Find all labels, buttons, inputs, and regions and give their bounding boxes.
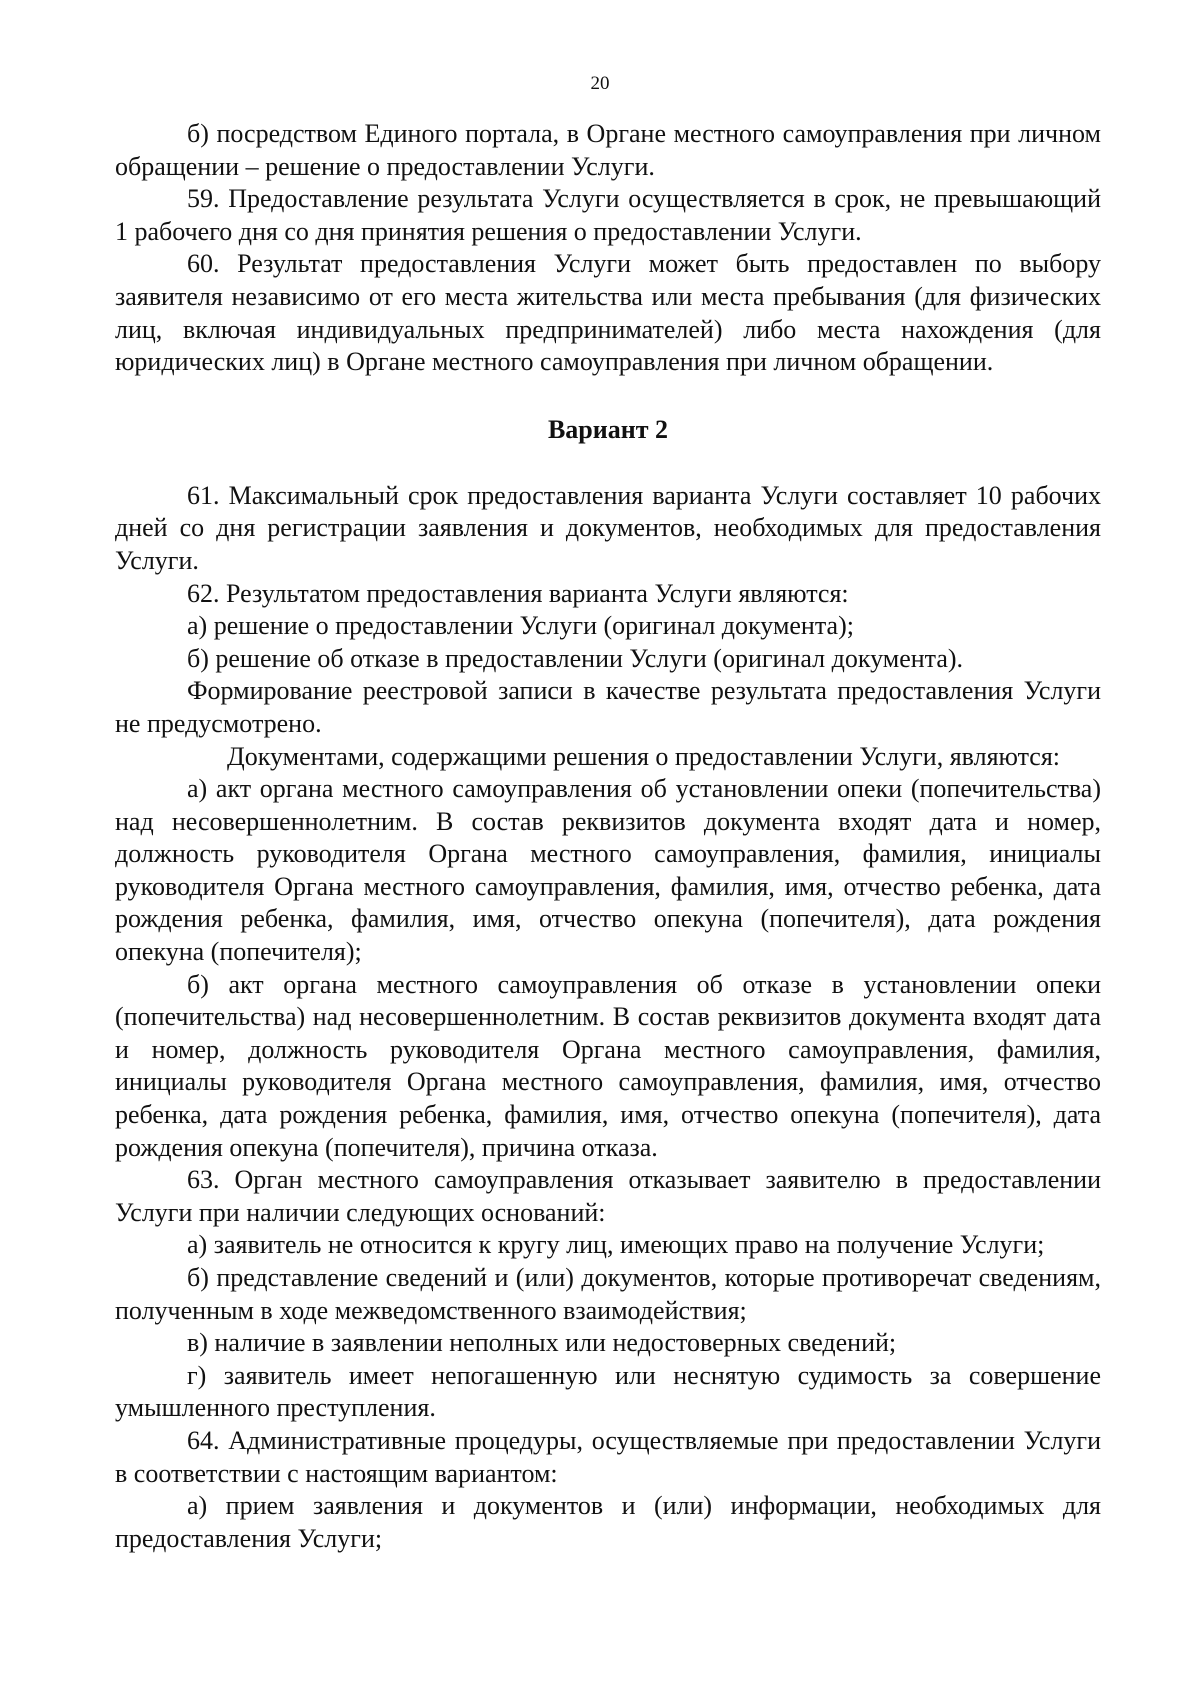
paragraph-63c: в) наличие в заявлении неполных или недостоверных сведений; <box>187 1328 897 1358</box>
paragraph-documents-a: а) акт органа местного самоуправления об установлении опеки (попечительства) над несовершеннолетним. В состав реквизитов документа входят дата и номер, должность руководителя Органа местного самоуправления, фамилия, инициалы руководителя Органа местного самоуправления, фамилия, имя, отчество ребенка, дата рождения ребенка, фамилия, имя, отчество опекуна (попечителя), дата рождения опекуна (попечителя); <box>115 774 1101 967</box>
paragraph-61: 61. Максимальный срок предоставления варианта Услуги составляет 10 рабочих дней со дня регистрации заявления и документов, необходимых для предоставления Услуги. <box>115 480 1101 575</box>
paragraph-58b: б) посредством Единого портала, в Органе местного самоуправления при личном обращении – решение о предоставлении Услуги. <box>115 119 1101 181</box>
paragraph-60: 60. Результат предоставления Услуги может быть предоставлен по выбору заявителя независимо от его места жительства или места пребывания (для физических лиц, включая индивидуальных предпринимателей) либо места нахождения (для юридических лиц) в Органе местного самоуправления при личном обращении. <box>115 249 1101 377</box>
paragraph-63: 63. Орган местного самоуправления отказывает заявителю в предоставлении Услуги при наличии следующих оснований: <box>115 1165 1101 1227</box>
paragraph-registry-note: Формирование реестровой записи в качестве результата предоставления Услуги не предусмотрено. <box>115 676 1101 738</box>
paragraph-63d: г) заявитель имеет непогашенную или неснятую судимость за совершение умышленного преступления. <box>115 1360 1101 1423</box>
paragraph-64: 64. Административные процедуры, осуществляемые при предоставлении Услуги в соответствии с настоящим вариантом: <box>115 1425 1101 1488</box>
paragraph-63b: б) представление сведений и (или) документов, которые противоречат сведениям, полученным в ходе межведомственного взаимодействия; <box>115 1263 1101 1325</box>
document-body <box>115 118 1101 1555</box>
paragraph-62b: б) решение об отказе в предоставлении Услуги (оригинал документа). <box>187 643 964 673</box>
paragraph-59: 59. Предоставление результата Услуги осуществляется в срок, не превышающий 1 рабочего дня со дня принятия решения о предоставлении Услуги. <box>115 184 1101 246</box>
paragraph-documents-b: б) акт органа местного самоуправления об отказе в установлении опеки (попечительства) над несовершеннолетним. В состав реквизитов документа входят дата и номер, должность руководителя Органа местного самоуправления, фамилия, инициалы руководителя Органа местного самоуправления, фамилия, имя, отчество ребенка, дата рождения ребенка, фамилия, имя, отчество опекуна (попечителя), дата рождения опекуна (попечителя), причина отказа. <box>115 969 1101 1162</box>
page-number: 20 <box>590 73 610 94</box>
section-title: Вариант 2 <box>547 414 669 444</box>
paragraph-documents-intro: Документами, содержащими решения о предоставлении Услуги, являются: <box>227 741 1061 771</box>
paragraph-62a: а) решение о предоставлении Услуги (оригинал документа); <box>187 611 854 641</box>
paragraph-63a: а) заявитель не относится к кругу лиц, имеющих право на получение Услуги; <box>187 1230 1045 1260</box>
paragraph-62: 62. Результатом предоставления варианта Услуги являются: <box>187 578 849 608</box>
paragraph-64a: а) прием заявления и документов и (или) информации, необходимых для предоставления Услуги; <box>115 1491 1101 1553</box>
